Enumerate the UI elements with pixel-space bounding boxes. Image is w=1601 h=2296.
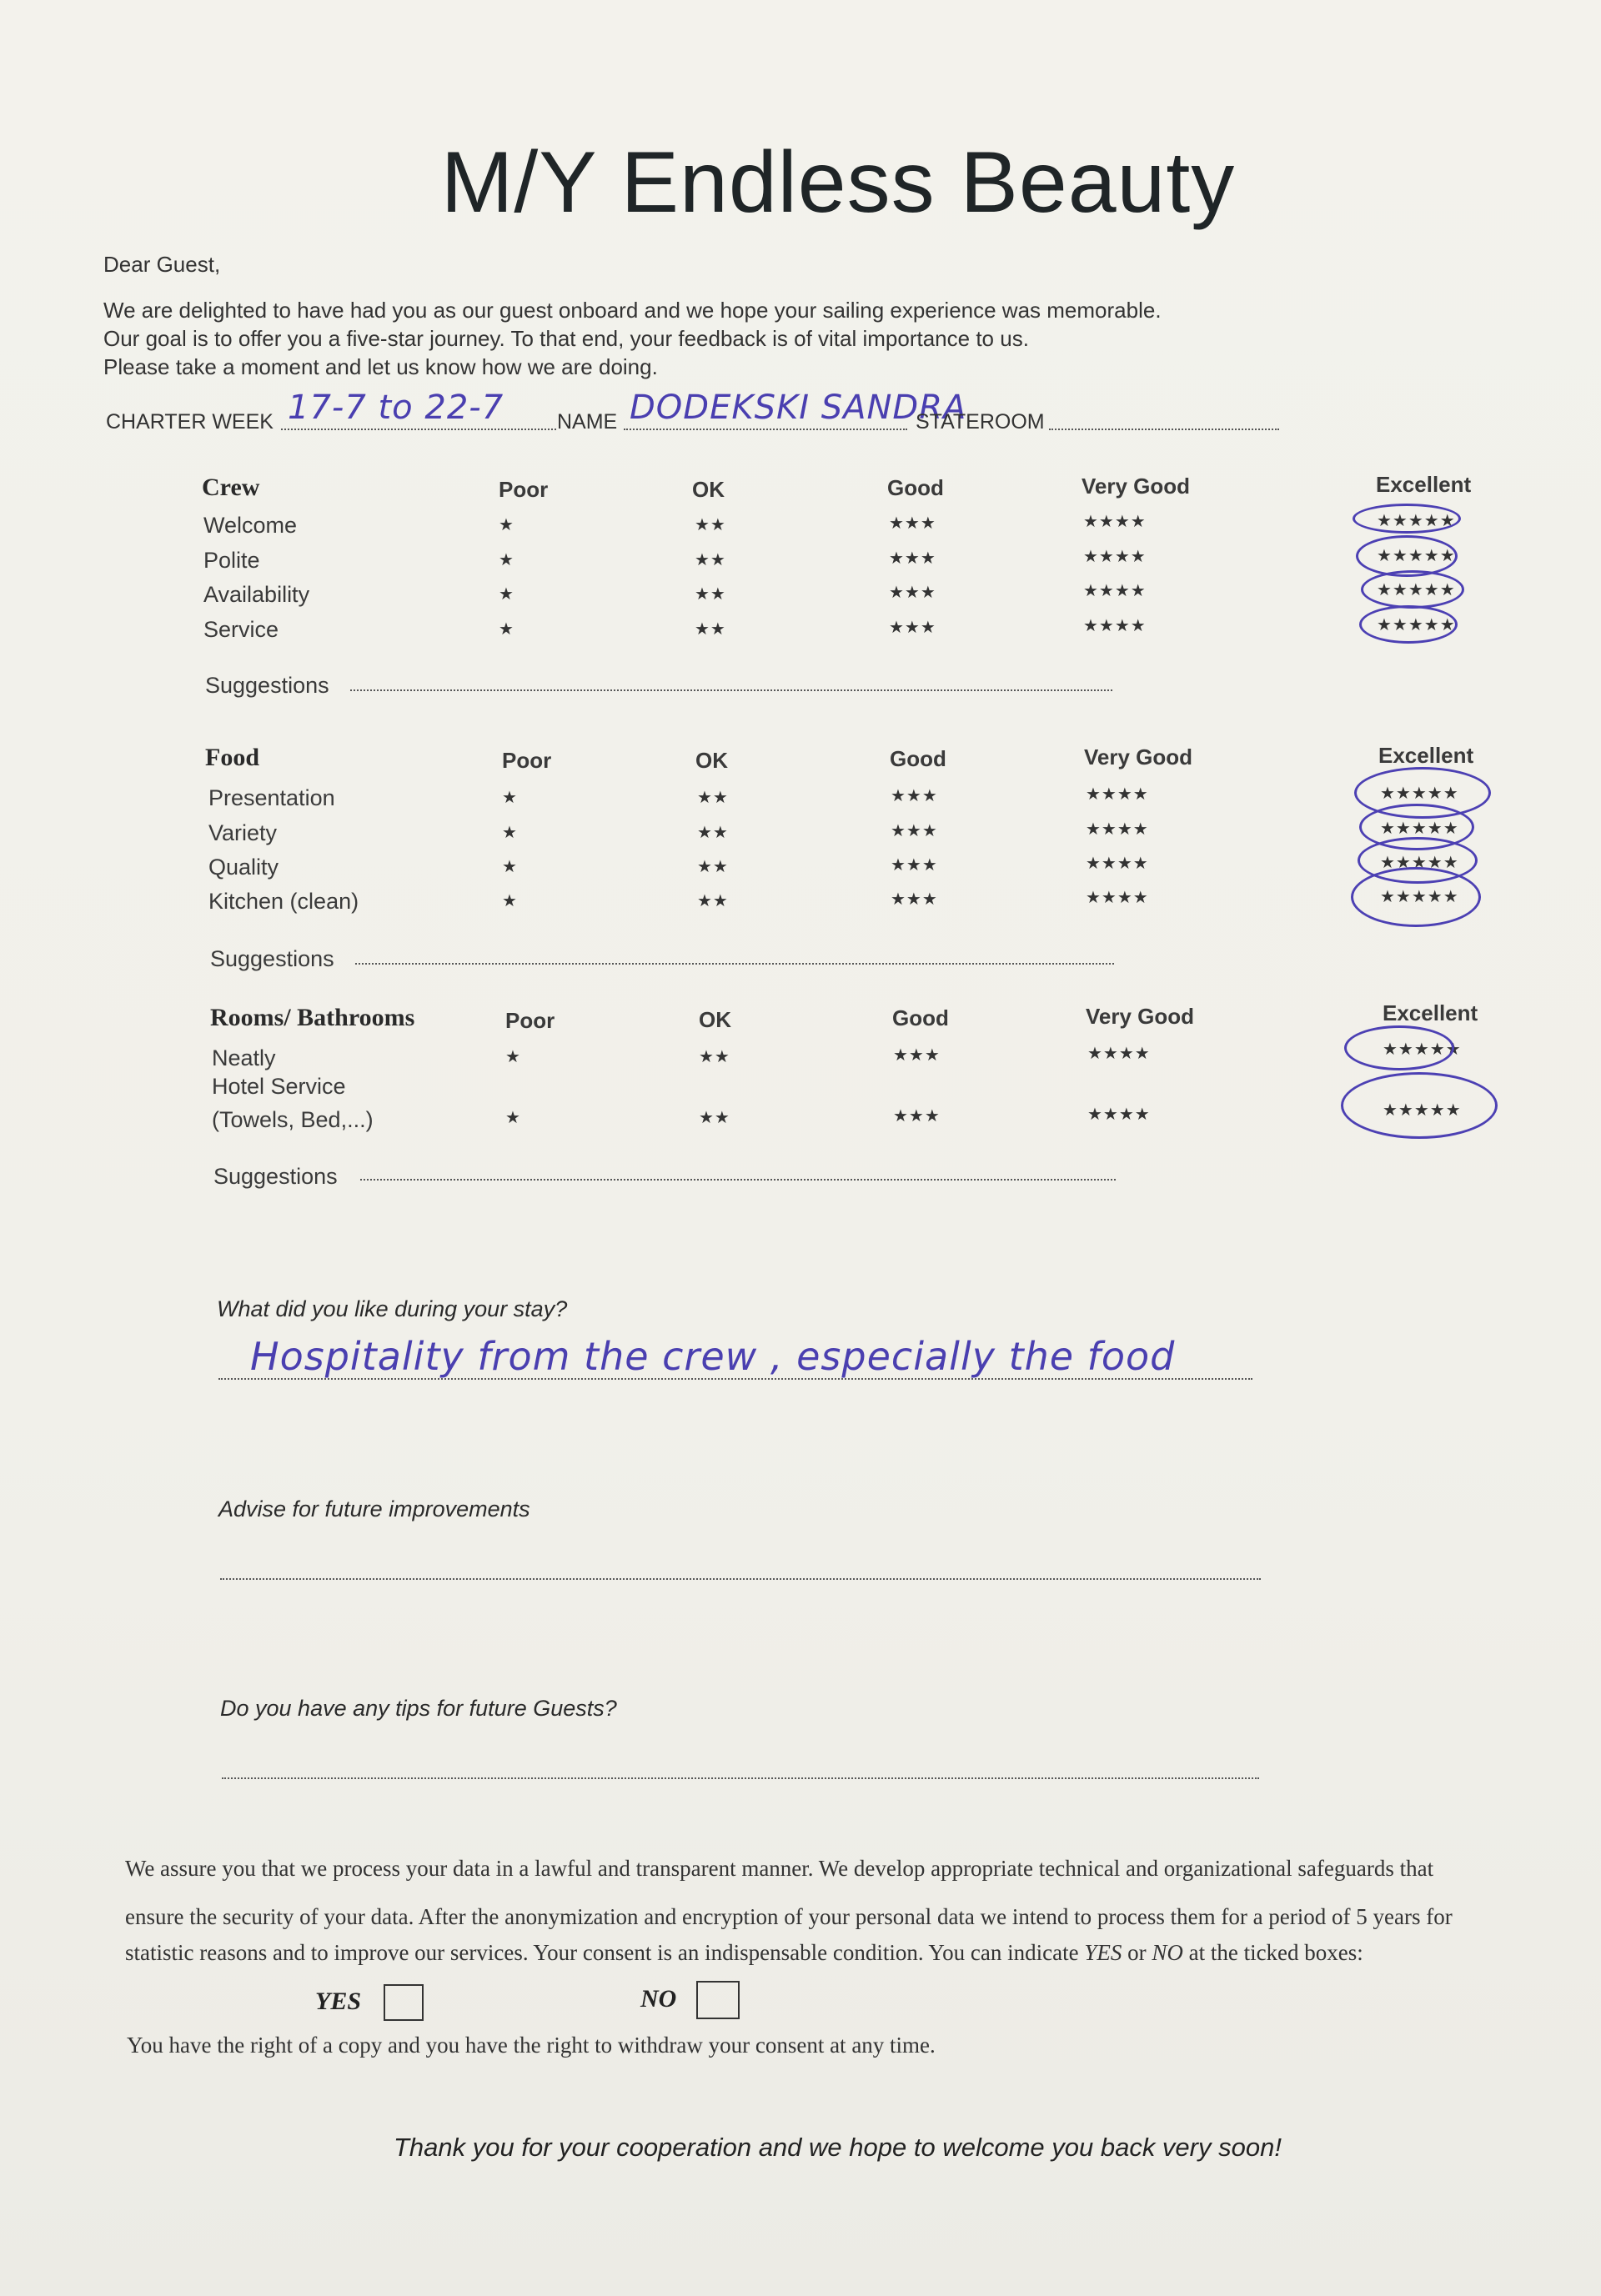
question-liked: What did you like during your stay? — [217, 1296, 568, 1321]
rating-excellent[interactable]: ★★★★★ — [1383, 1101, 1462, 1120]
col-header-ok: OK — [692, 477, 725, 502]
legal-yes-word: YES — [1084, 1940, 1122, 1965]
yes-checkbox[interactable] — [384, 1984, 424, 2021]
rating-ok[interactable]: ★★ — [695, 551, 726, 569]
selection-circle — [1341, 1072, 1498, 1139]
col-header-poor: Poor — [502, 748, 552, 773]
rights-text: You have the right of a copy and you have the right to withdraw your consent at any time. — [127, 2033, 936, 2058]
rating-ok[interactable]: ★★ — [699, 1109, 730, 1127]
rating-poor[interactable]: ★ — [499, 585, 514, 604]
rating-good[interactable]: ★★★ — [893, 1046, 941, 1065]
rating-good[interactable]: ★★★ — [891, 822, 938, 840]
row-label-quality: Quality — [208, 855, 279, 880]
rating-ok[interactable]: ★★ — [697, 824, 729, 842]
rating-poor[interactable]: ★ — [499, 516, 514, 534]
legal-line-3-a: statistic reasons and to improve our services. Your consent is an indispensable condition. You can indicate — [125, 1940, 1085, 1965]
intro-line-1: We are delighted to have had you as our guest onboard and we hope your sailing experience was memorable. — [103, 298, 1162, 323]
col-header-poor: Poor — [505, 1008, 555, 1033]
rating-good[interactable]: ★★★ — [889, 514, 936, 533]
rating-excellent[interactable]: ★★★★★ — [1377, 616, 1456, 634]
rating-good[interactable]: ★★★ — [889, 584, 936, 602]
no-checkbox[interactable] — [696, 1981, 740, 2019]
answer-improvements-field[interactable] — [220, 1578, 1261, 1580]
name-line — [624, 429, 907, 430]
rating-excellent[interactable]: ★★★★★ — [1377, 547, 1456, 565]
row-label-neatly: Neatly — [212, 1045, 276, 1070]
legal-or-word: or — [1122, 1940, 1152, 1965]
rating-poor[interactable]: ★ — [499, 551, 514, 569]
rating-ok[interactable]: ★★ — [699, 1048, 730, 1066]
col-header-ok: OK — [695, 748, 728, 773]
rating-excellent[interactable]: ★★★★★ — [1380, 785, 1459, 803]
row-label-towels-bed: (Towels, Bed,...) — [212, 1107, 374, 1132]
rating-very-good[interactable]: ★★★★ — [1086, 820, 1149, 839]
suggestions-field-crew[interactable] — [350, 689, 1112, 691]
selection-circle — [1351, 867, 1481, 927]
intro-line-2: Our goal is to offer you a five-star journey. To that end, your feedback is of vital importance to us. — [103, 326, 1029, 351]
rating-good[interactable]: ★★★ — [891, 856, 938, 875]
page-title: M/Y Endless Beauty — [440, 134, 1236, 231]
question-improvements: Advise for future improvements — [218, 1496, 530, 1521]
rating-ok[interactable]: ★★ — [697, 892, 729, 910]
rating-ok[interactable]: ★★ — [695, 585, 726, 604]
suggestions-label-crew: Suggestions — [205, 673, 329, 698]
suggestions-label-rooms: Suggestions — [213, 1164, 338, 1189]
rating-ok[interactable]: ★★ — [697, 858, 729, 876]
stateroom-field[interactable] — [1049, 429, 1279, 430]
question-tips: Do you have any tips for future Guests? — [220, 1696, 617, 1721]
suggestions-field-rooms[interactable] — [360, 1179, 1116, 1181]
row-label-kitchen: Kitchen (clean) — [208, 889, 359, 914]
rating-poor[interactable]: ★ — [502, 789, 518, 807]
selection-circle — [1353, 504, 1461, 534]
col-header-excellent: Excellent — [1378, 743, 1474, 768]
row-label-variety: Variety — [208, 820, 278, 845]
rating-poor[interactable]: ★ — [505, 1109, 521, 1127]
charter-week-field[interactable]: 17-7 to 22-7 — [288, 389, 504, 427]
col-header-very-good: Very Good — [1086, 1004, 1195, 1029]
closing-text: Thank you for your cooperation and we hope to welcome you back very soon! — [394, 2133, 1282, 2162]
row-label-service: Service — [203, 617, 279, 642]
rating-poor[interactable]: ★ — [502, 858, 518, 876]
col-header-ok: OK — [699, 1007, 731, 1032]
yes-label: YES — [315, 1988, 362, 2015]
legal-line-3-b: at the ticked boxes: — [1182, 1940, 1363, 1965]
name-field[interactable]: DODEKSKI SANDRA — [630, 389, 967, 427]
section-title-crew: Crew — [202, 474, 260, 501]
rating-very-good[interactable]: ★★★★ — [1087, 1045, 1151, 1063]
section-title-food: Food — [205, 744, 260, 771]
answer-tips-field[interactable] — [222, 1777, 1259, 1779]
row-label-availability: Availability — [203, 582, 310, 607]
rating-good[interactable]: ★★★ — [893, 1107, 941, 1125]
suggestions-label-food: Suggestions — [210, 946, 334, 971]
rating-excellent[interactable]: ★★★★★ — [1380, 888, 1459, 906]
rating-ok[interactable]: ★★ — [695, 516, 726, 534]
col-header-very-good: Very Good — [1084, 744, 1193, 770]
legal-no-word: NO — [1152, 1940, 1183, 1965]
rating-very-good[interactable]: ★★★★ — [1086, 785, 1149, 804]
intro-line-3: Please take a moment and let us know how we are doing. — [103, 354, 658, 379]
selection-circle — [1344, 1025, 1454, 1070]
legal-line-3 — [125, 1940, 1576, 1966]
legal-line-1: We assure you that we process your data in a lawful and transparent manner. We develop appropriate technical and organizational safeguards that — [125, 1856, 1434, 1881]
row-label-welcome: Welcome — [203, 513, 298, 538]
suggestions-field-food[interactable] — [355, 963, 1114, 965]
rating-excellent[interactable]: ★★★★★ — [1380, 820, 1459, 838]
col-header-good: Good — [887, 475, 944, 500]
legal-line-2: ensure the security of your data. After the anonymization and encryption of your personal data we intend to process them for a period of 5 years for — [125, 1904, 1453, 1929]
col-header-poor: Poor — [499, 477, 549, 502]
name-label: NAME — [557, 410, 618, 434]
rating-good[interactable]: ★★★ — [891, 890, 938, 909]
rating-very-good[interactable]: ★★★★ — [1087, 1105, 1151, 1124]
rating-very-good[interactable]: ★★★★ — [1086, 855, 1149, 873]
rating-excellent[interactable]: ★★★★★ — [1377, 512, 1456, 530]
selection-circle — [1361, 570, 1464, 609]
rating-very-good[interactable]: ★★★★ — [1086, 889, 1149, 907]
rating-excellent[interactable]: ★★★★★ — [1380, 854, 1459, 872]
answer-liked-field[interactable]: Hospitality from the crew , especially the food — [250, 1334, 1176, 1379]
rating-poor[interactable]: ★ — [499, 620, 514, 639]
rating-very-good[interactable]: ★★★★ — [1083, 548, 1147, 566]
rating-poor[interactable]: ★ — [505, 1048, 521, 1066]
row-label-presentation: Presentation — [208, 785, 335, 810]
rating-excellent[interactable]: ★★★★★ — [1377, 581, 1456, 599]
greeting: Dear Guest, — [103, 252, 221, 277]
rating-good[interactable]: ★★★ — [889, 549, 936, 568]
charter-week-line — [281, 429, 556, 430]
col-header-good: Good — [892, 1005, 949, 1030]
col-header-very-good: Very Good — [1082, 474, 1191, 499]
rating-excellent[interactable]: ★★★★★ — [1383, 1040, 1462, 1059]
rating-good[interactable]: ★★★ — [891, 787, 938, 805]
col-header-good: Good — [890, 746, 946, 771]
rating-poor[interactable]: ★ — [502, 892, 518, 910]
rating-good[interactable]: ★★★ — [889, 619, 936, 637]
rating-ok[interactable]: ★★ — [695, 620, 726, 639]
col-header-excellent: Excellent — [1376, 472, 1472, 497]
rating-very-good[interactable]: ★★★★ — [1083, 513, 1147, 531]
col-header-excellent: Excellent — [1383, 1000, 1478, 1025]
selection-circle — [1359, 605, 1458, 644]
row-label-hotel-service: Hotel Service — [212, 1074, 346, 1099]
stateroom-label: STATEROOM — [916, 410, 1045, 434]
rating-poor[interactable]: ★ — [502, 824, 518, 842]
rating-ok[interactable]: ★★ — [697, 789, 729, 807]
charter-week-label: CHARTER WEEK — [106, 410, 274, 434]
rating-very-good[interactable]: ★★★★ — [1083, 617, 1147, 635]
no-label: NO — [640, 1985, 677, 2013]
section-title-rooms: Rooms/ Bathrooms — [210, 1004, 415, 1031]
row-label-polite: Polite — [203, 548, 260, 573]
rating-very-good[interactable]: ★★★★ — [1083, 582, 1147, 600]
